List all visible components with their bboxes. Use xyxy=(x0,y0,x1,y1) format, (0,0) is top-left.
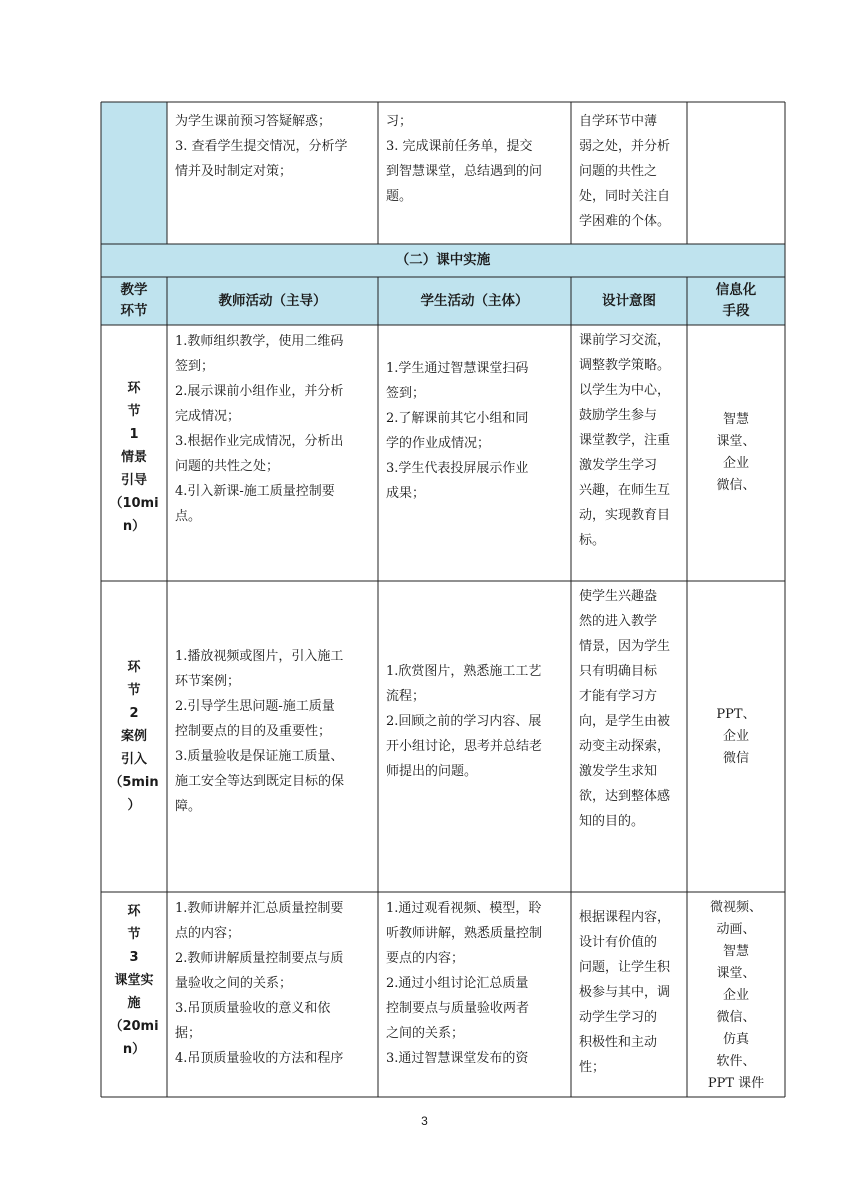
header-design: 设计意图 xyxy=(602,292,656,309)
cell-line: 成果； xyxy=(386,486,426,501)
row3-info-cell xyxy=(687,893,785,1097)
cell-line: 设计有价值的 xyxy=(579,935,658,950)
cell-line: 兴趣，在师生互 xyxy=(579,483,671,498)
cell-line: 根据课程内容， xyxy=(579,910,671,925)
cell-line: 以学生为中心， xyxy=(579,383,671,398)
cell-line: 流程； xyxy=(386,689,426,704)
page-number: 3 xyxy=(421,1114,428,1128)
row1-student-cell xyxy=(378,326,571,581)
cell-line: 为学生课前预习答疑解惑； xyxy=(175,114,332,129)
cell-line: 鼓励学生参与 xyxy=(579,408,658,423)
cell-line: 教学 xyxy=(120,282,148,298)
cell-line: 3.学生代表投屏展示作业 xyxy=(386,461,529,476)
cell-line: 1.教师讲解并汇总质量控制要 xyxy=(175,901,344,916)
cell-line: ） xyxy=(127,798,141,813)
cell-line: 积极性和主动 xyxy=(579,1035,658,1050)
cell-line: 学的作业成情况； xyxy=(386,436,491,451)
cell-line: 2.回顾之前的学习内容、展 xyxy=(386,714,542,729)
cell-line: PPT 课件 xyxy=(707,1076,765,1091)
cell-line: 微视频、 xyxy=(709,900,762,915)
row3-teacher-cell xyxy=(167,893,378,1097)
cell-line: 控制要点的目的及重要性； xyxy=(175,724,332,739)
cell-line: 仿真 xyxy=(722,1032,749,1047)
cell-line: 信息化 xyxy=(715,282,757,298)
cell-line: 环节案例； xyxy=(175,674,241,689)
cell-line: 1.教师组织教学，使用二维码 xyxy=(175,334,344,349)
cell-line: 量验收之间的关系； xyxy=(175,976,293,991)
top-row-design-cell xyxy=(571,103,687,244)
row2-student-cell xyxy=(378,582,571,892)
cell-line: n） xyxy=(122,518,146,534)
cell-line: 1.欣赏图片，熟悉施工工艺 xyxy=(386,664,542,679)
header-stage xyxy=(101,277,167,325)
cell-line: 课前学习交流， xyxy=(579,333,671,348)
cell-line: 习； xyxy=(386,114,413,129)
cell-line: 控制要点与质量验收两者 xyxy=(386,1001,530,1016)
cell-line: 2.教师讲解质量控制要点与质 xyxy=(175,951,344,966)
cell-line: 微信、 xyxy=(716,478,756,493)
row2-teacher-cell xyxy=(167,582,378,892)
cell-line: 弱之处，并分析 xyxy=(579,139,671,154)
cell-line: 引入 xyxy=(120,752,147,767)
cell-line: 之间的关系； xyxy=(386,1026,465,1041)
cell-line: 课堂教学，注重 xyxy=(579,433,671,448)
cell-line: 微信、 xyxy=(716,1010,756,1025)
row3-design-cell xyxy=(571,893,687,1097)
cell-line: 情景，因为学生 xyxy=(579,639,671,654)
cell-line: 3.吊顶质量验收的意义和依 xyxy=(175,1001,331,1016)
cell-line: 问题，让学生积 xyxy=(579,960,671,975)
top-row-student-cell xyxy=(378,103,571,244)
cell-line: 智慧 xyxy=(722,944,749,959)
cell-line: 软件、 xyxy=(716,1054,756,1069)
row1-info-cell xyxy=(687,325,785,581)
top-row-teacher-cell xyxy=(167,103,378,244)
cell-line: 处，同时关注自 xyxy=(579,189,671,204)
cell-line: 点。 xyxy=(175,509,202,524)
cell-line: 环 xyxy=(127,660,141,675)
cell-line: 引导 xyxy=(120,472,147,488)
cell-line: 情景 xyxy=(120,449,147,465)
cell-line: 签到； xyxy=(175,359,215,374)
cell-line: 标。 xyxy=(579,533,606,548)
cell-line: 问题的共性之 xyxy=(579,164,658,179)
cell-line: 题。 xyxy=(386,189,413,204)
cell-line: 3.质量验收是保证施工质量、 xyxy=(175,749,344,764)
cell-line: 动画、 xyxy=(716,922,756,937)
cell-line: 3.通过智慧课堂发布的资 xyxy=(386,1051,529,1066)
cell-line: 使学生兴趣盎 xyxy=(579,589,658,604)
cell-line: 2.了解课前其它小组和同 xyxy=(386,411,529,426)
cell-line: 微信 xyxy=(722,750,749,766)
cell-line: （20mi xyxy=(109,1019,159,1034)
cell-line: 调整教学策略。 xyxy=(579,358,671,373)
cell-line: 只有明确目标 xyxy=(579,664,658,679)
cell-line: n） xyxy=(122,1042,146,1057)
cell-line: 向，是学生由被 xyxy=(579,714,671,729)
stage-column-band-top xyxy=(101,102,167,244)
cell-line: 1.播放视频或图片，引入施工 xyxy=(175,649,344,664)
cell-line: 课堂、 xyxy=(716,434,756,449)
cell-line: 极参与其中，调 xyxy=(579,985,671,1000)
row3-stage-cell xyxy=(101,892,167,1097)
cell-line: 障。 xyxy=(175,799,202,814)
cell-line: 开小组讨论，思考并总结老 xyxy=(386,739,543,754)
cell-line: PPT、 xyxy=(716,706,756,722)
cell-line: 4.引入新课-施工质量控制要 xyxy=(175,484,335,499)
row1-teacher-cell xyxy=(167,326,378,581)
row3-student-cell xyxy=(378,893,571,1097)
cell-line: 然的进入教学 xyxy=(579,614,658,629)
cell-line: 师提出的问题。 xyxy=(386,764,478,779)
cell-line: 节 xyxy=(127,403,141,419)
cell-line: 施工安全等达到既定目标的保 xyxy=(175,774,345,789)
cell-line: 动，实现教育目 xyxy=(579,508,671,523)
cell-line: 企业 xyxy=(722,988,749,1003)
cell-line: 3.根据作业完成情况，分析出 xyxy=(175,434,344,449)
cell-line: 1 xyxy=(129,426,139,442)
cell-line: 课堂、 xyxy=(716,966,756,981)
cell-line: 环节 xyxy=(120,303,148,319)
cell-line: （10mi xyxy=(109,495,159,511)
cell-line: （5min xyxy=(109,775,159,790)
cell-line: 激发学生学习 xyxy=(579,458,658,473)
cell-line: 完成情况； xyxy=(175,409,241,424)
cell-line: 智慧 xyxy=(722,412,749,427)
cell-line: 2.展示课前小组作业，并分析 xyxy=(175,384,344,399)
cell-line: 3. 完成课前任务单，提交 xyxy=(386,139,533,154)
header-teacher: 教师活动（主导） xyxy=(218,292,327,309)
cell-line: 2 xyxy=(129,706,139,721)
cell-line: 性； xyxy=(579,1060,606,1075)
header-info xyxy=(687,277,785,325)
cell-line: 环 xyxy=(127,904,141,919)
cell-line: 案例 xyxy=(120,729,147,744)
cell-line: 据； xyxy=(175,1026,202,1041)
cell-line: 问题的共性之处； xyxy=(175,459,280,474)
cell-line: 到智慧课堂，总结遇到的问 xyxy=(386,164,543,179)
cell-line: 2.引导学生思问题-施工质量 xyxy=(175,699,335,714)
row2-info-cell xyxy=(687,581,785,892)
row2-design-cell xyxy=(571,582,687,892)
cell-line: 听教师讲解，熟悉质量控制 xyxy=(386,926,543,941)
section-title: （二）课中实施 xyxy=(395,252,491,268)
cell-line: 情并及时制定对策； xyxy=(175,164,293,179)
cell-line: 要点的内容； xyxy=(386,951,465,966)
cell-line: 企业 xyxy=(722,728,749,744)
cell-line: 知的目的。 xyxy=(579,814,645,829)
cell-line: 1.学生通过智慧课堂扫码 xyxy=(386,361,529,376)
cell-line: 激发学生求知 xyxy=(579,764,658,779)
cell-line: 欲，达到整体感 xyxy=(579,789,671,804)
cell-line: 节 xyxy=(127,927,141,942)
cell-line: 企业 xyxy=(722,456,749,471)
cell-line: 学困难的个体。 xyxy=(579,214,671,229)
cell-line: 1.通过观看视频、模型，聆 xyxy=(386,901,542,916)
cell-line: 签到； xyxy=(386,386,426,401)
cell-line: 课堂实 xyxy=(114,973,154,988)
cell-line: 动变主动探索， xyxy=(579,739,671,754)
cell-line: 自学环节中薄 xyxy=(579,114,658,129)
cell-line: 施 xyxy=(127,996,141,1011)
row1-stage-cell xyxy=(101,325,167,581)
cell-line: 点的内容； xyxy=(175,926,241,941)
cell-line: 3 xyxy=(129,950,139,965)
cell-line: 动学生学习的 xyxy=(579,1010,658,1025)
cell-line: 手段 xyxy=(722,303,750,319)
cell-line: 才能有学习方 xyxy=(579,689,658,704)
cell-line: 2.通过小组讨论汇总质量 xyxy=(386,976,529,991)
cell-line: 环 xyxy=(127,380,141,396)
cell-line: 4.吊顶质量验收的方法和程序 xyxy=(175,1051,344,1066)
header-student: 学生活动（主体） xyxy=(420,292,529,309)
cell-line: 节 xyxy=(127,683,141,698)
row2-stage-cell xyxy=(101,581,167,892)
row1-design-cell xyxy=(571,326,687,581)
cell-line: 3. 查看学生提交情况，分析学 xyxy=(175,139,348,154)
